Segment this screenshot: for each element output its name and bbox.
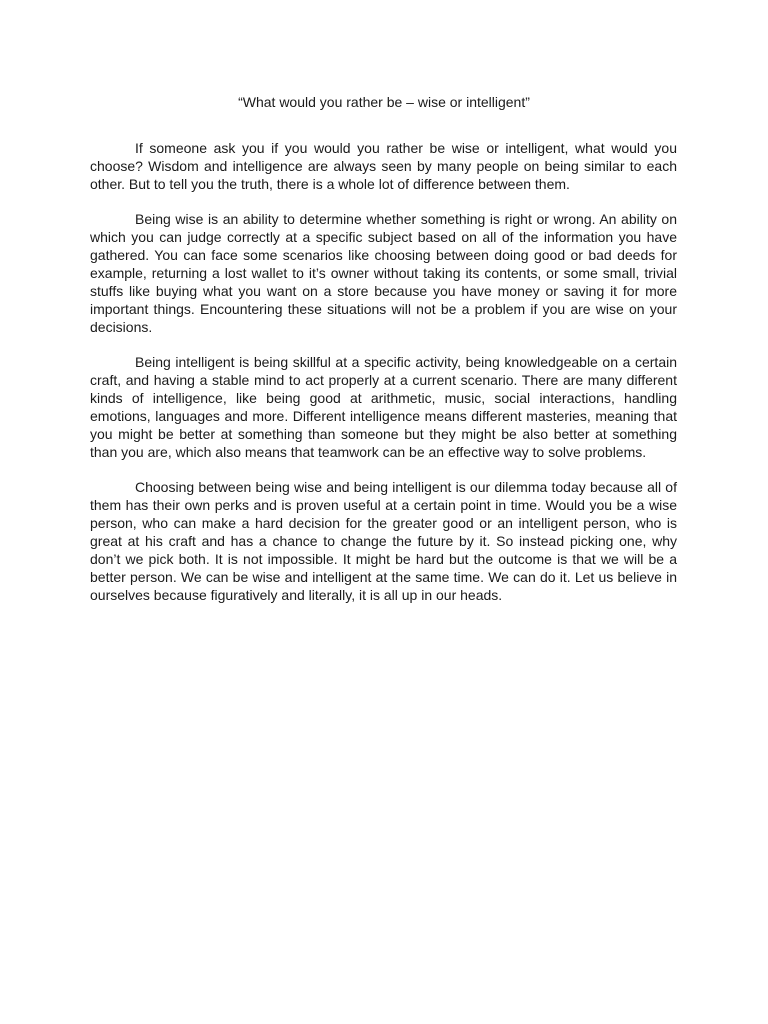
document-body — [90, 139, 677, 621]
paragraph-conclusion: Choosing between being wise and being intelligent is our dilemma today because all of them has their own perks and is proven useful at a certain point in time. Would you be a wise person, who can make a hard decision for the greater good or an intelligent person, who is great at his craft and has a chance to change the future by it. So instead picking one, why don’t we pick both. It is not impossible. It might be hard but the outcome is that we will be a better person. We can be wise and intelligent at the same time. We can do it. Let us believe in ourselves because figuratively and literally, it is all up in our heads. — [90, 479, 677, 603]
paragraph-wise: Being wise is an ability to determine whether something is right or wrong. An ability on which you can judge correctly at a specific subject based on all of the information you have gathered. You can face some scenarios like choosing between doing good or bad deeds for example, returning a lost wallet to it’s owner without taking its contents, or some small, trivial stuffs like buying what you want on a store because you have money or saving it for more important things. Encountering these situations will not be a problem if you are wise on your decisions. — [90, 211, 677, 335]
paragraph-intelligent: Being intelligent is being skillful at a specific activity, being knowledgeable on a certain craft, and having a stable mind to act properly at a current scenario. There are many different kinds of intelligence, like being good at arithmetic, music, social interactions, handling emotions, languages and more. Different intelligence means different masteries, meaning that you might be better at something than someone but they might be also better at something than you are, which also means that teamwork can be an effective way to solve problems. — [90, 354, 677, 460]
document-title: “What would you rather be – wise or intelligent” — [238, 94, 530, 110]
paragraph-intro: If someone ask you if you would you rather be wise or intelligent, what would you choose? Wisdom and intelligence are always seen by many people on being similar to each other. But to tell you the truth, there is a whole lot of difference between them. — [90, 140, 677, 192]
